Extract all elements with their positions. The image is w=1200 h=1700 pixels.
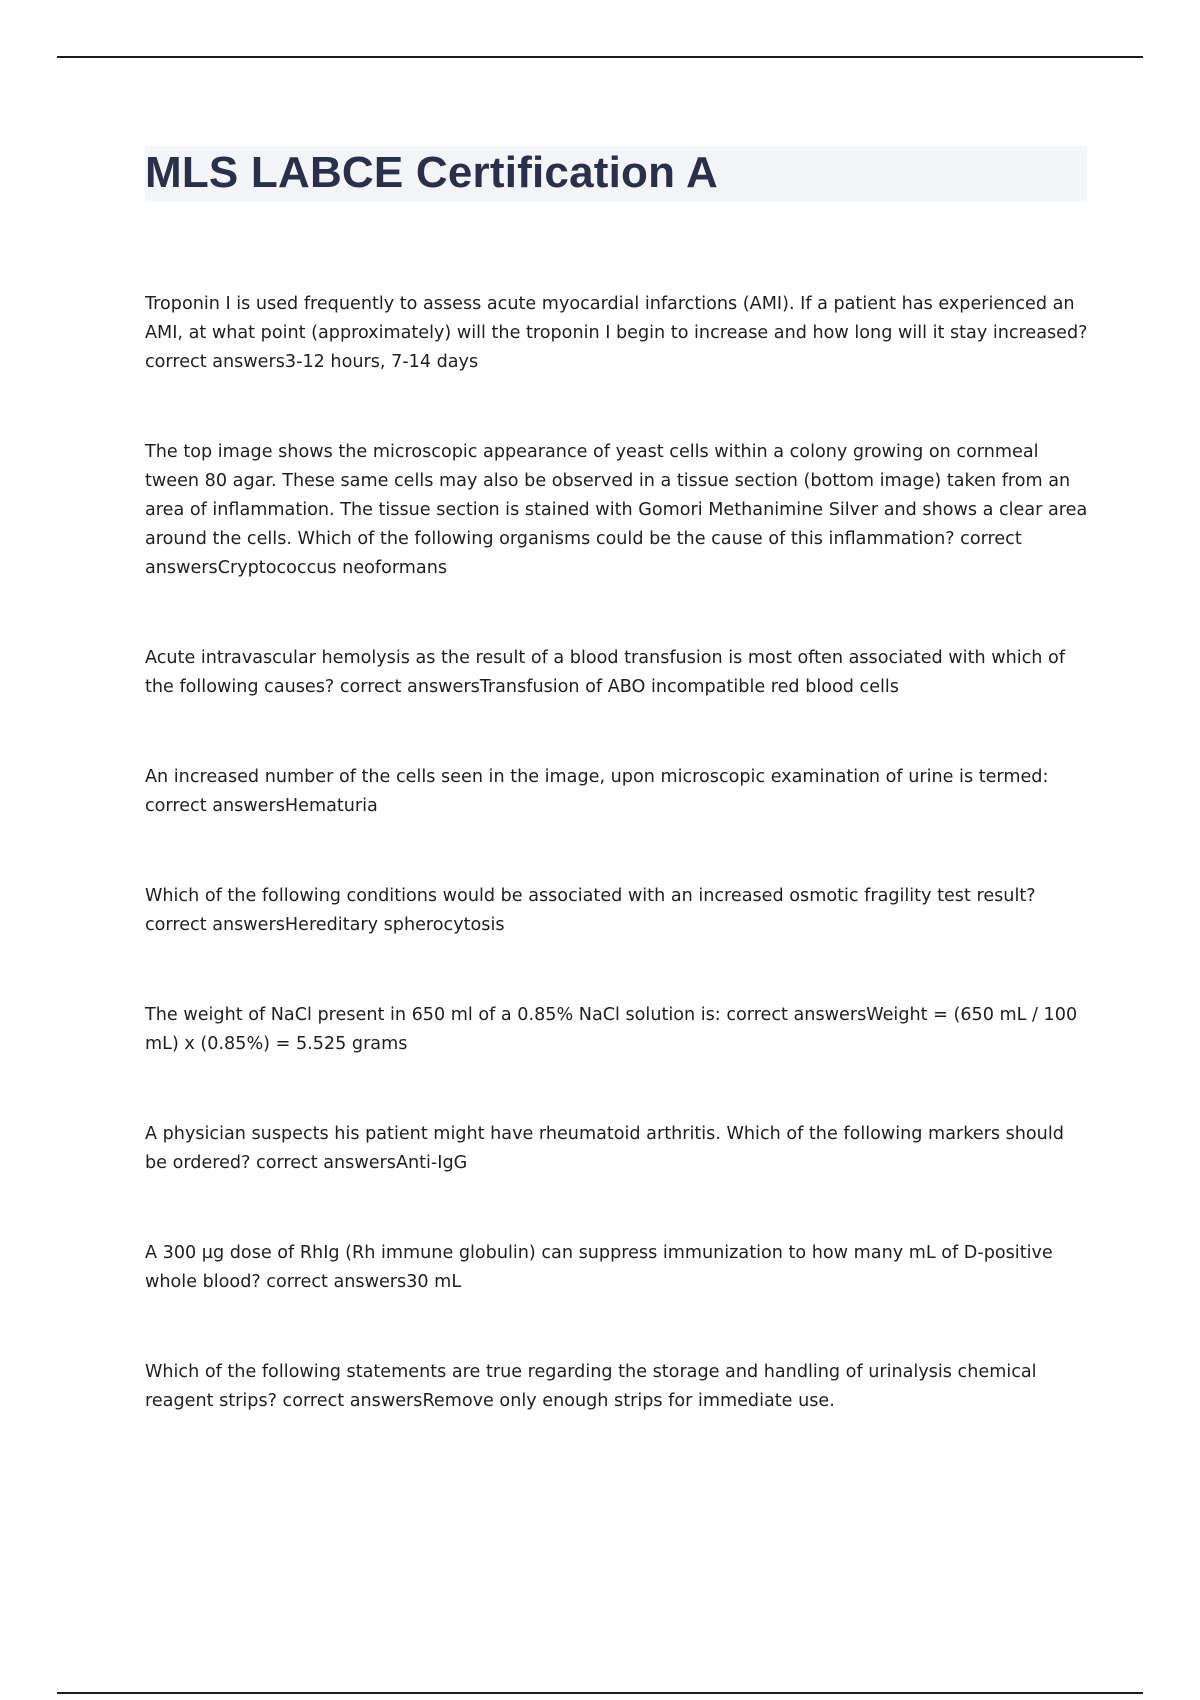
question-item: Which of the following conditions would be associated with an increased osmotic fragility test result? correct answersHereditary spherocytosis <box>145 886 1036 935</box>
question-list <box>145 290 1090 1416</box>
question-item: Acute intravascular hemolysis as the result of a blood transfusion is most often associated with which of the following causes? correct answersTransfusion of ABO incompatible red blood cells <box>145 648 1066 697</box>
document-title: MLS LABCE Certification A <box>145 148 718 197</box>
question-item: Troponin I is used frequently to assess acute myocardial infarctions (AMI). If a patient has experienced an AMI, at what point (approximately) will the troponin I begin to increase and how long will it stay increased? correct answers3-12 hours, 7-14 days <box>145 294 1088 372</box>
header-rule <box>57 56 1143 58</box>
question-item: The weight of NaCl present in 650 ml of a 0.85% NaCl solution is: correct answersWeight = (650 mL / 100 mL) x (0.85%) = 5.525 grams <box>145 1005 1078 1054</box>
question-item: Which of the following statements are true regarding the storage and handling of urinalysis chemical reagent strips? correct answersRemove only enough strips for immediate use. <box>145 1362 1037 1411</box>
footer-rule <box>57 1692 1143 1694</box>
question-item: A physician suspects his patient might have rheumatoid arthritis. Which of the following markers should be ordered? correct answersAnti-IgG <box>145 1124 1064 1173</box>
question-item: A 300 µg dose of RhIg (Rh immune globulin) can suppress immunization to how many mL of D-positive whole blood? correct answers30 mL <box>145 1243 1053 1292</box>
question-item: The top image shows the microscopic appearance of yeast cells within a colony growing on cornmeal tween 80 agar. These same cells may also be observed in a tissue section (bottom image) taken from an area of inflammation. The tissue section is stained with Gomori Methanimine Silver and shows a clear area around the cells. Which of the following organisms could be the cause of this inflammation? correct answersCryptococcus neoformans <box>145 442 1088 578</box>
question-item: An increased number of the cells seen in the image, upon microscopic examination of urine is termed: correct answersHematuria <box>145 767 1049 816</box>
